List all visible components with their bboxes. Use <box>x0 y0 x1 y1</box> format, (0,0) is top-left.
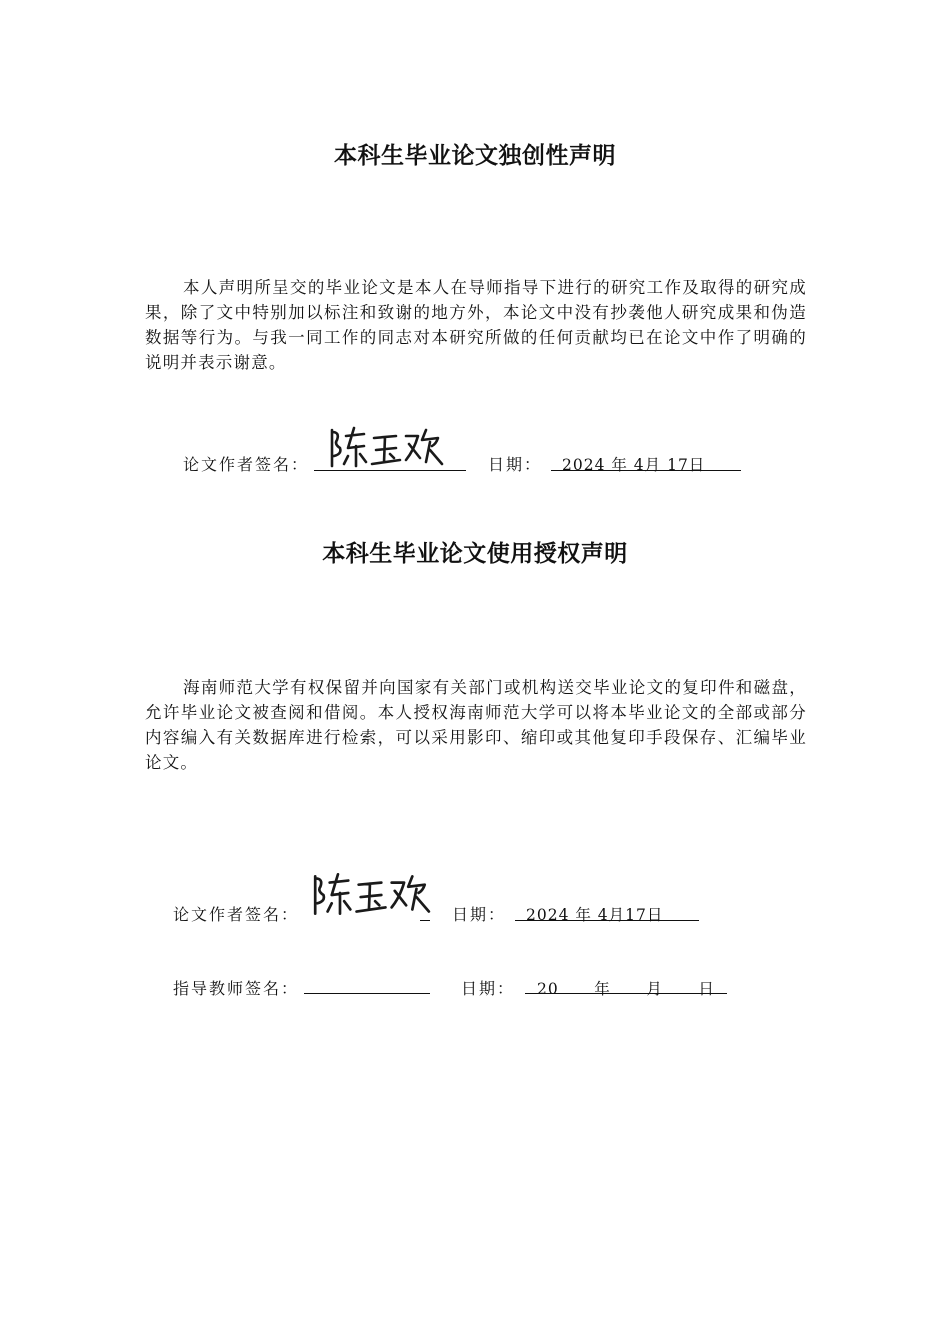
advisor-signature-line[interactable] <box>304 993 430 994</box>
originality-author-signature-line <box>314 470 466 471</box>
advisor-date-line[interactable] <box>525 993 727 994</box>
authorization-date-label: 日期： <box>452 905 507 924</box>
advisor-date-value: 20 年 月 日 <box>537 980 715 998</box>
authorization-author-signature-line <box>420 920 430 921</box>
authorization-title: 本科生毕业论文使用授权声明 <box>322 541 628 567</box>
authorization-author-label: 论文作者签名： <box>173 905 300 924</box>
authorization-date-line <box>515 920 699 921</box>
advisor-label: 指导教师签名： <box>173 979 300 998</box>
originality-author-signature <box>326 426 446 470</box>
authorization-date-value: 2024 年 4月17日 <box>526 906 664 924</box>
advisor-date-label: 日期： <box>461 979 516 998</box>
originality-date-line <box>551 470 741 471</box>
originality-date-label: 日期： <box>488 455 543 474</box>
authorization-body: 海南师范大学有权保留并向国家有关部门或机构送交毕业论文的复印件和磁盘，允许毕业论文被查阅和借阅。本人授权海南师范大学可以将本毕业论文的全部或部分内容编入有关数据库进行检索，可以采用影印、缩印或其他复印手段保存、汇编毕业论文。 <box>145 678 807 772</box>
originality-body: 本人声明所呈交的毕业论文是本人在导师指导下进行的研究工作及取得的研究成果，除了文中特别加以标注和致谢的地方外，本论文中没有抄袭他人研究成果和伪造数据等行为。与我一同工作的同志对本研究所做的任何贡献均已在论文中作了明确的说明并表示谢意。 <box>145 278 807 372</box>
originality-date-value: 2024 年 4月 17日 <box>562 456 706 474</box>
originality-author-label: 论文作者签名： <box>183 455 310 474</box>
originality-title: 本科生毕业论文独创性声明 <box>334 143 616 169</box>
authorization-author-signature <box>309 872 433 918</box>
